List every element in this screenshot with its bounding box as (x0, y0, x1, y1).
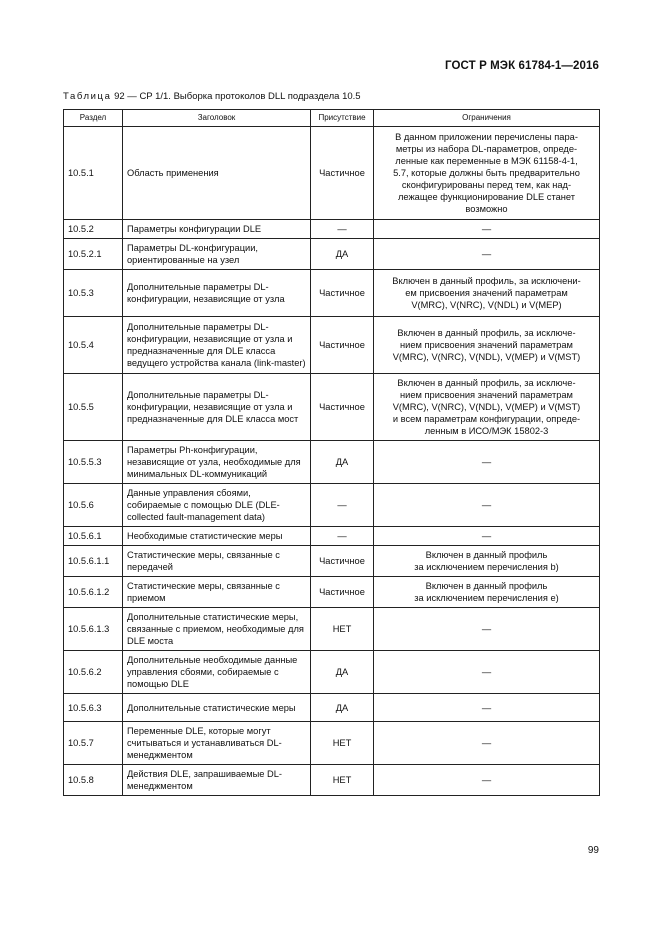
limits-line: — (481, 738, 492, 748)
presence-cell: Частичное (311, 546, 374, 577)
table-caption-text: 92 — CP 1/1. Выборка протоколов DLL подраздела 10.5 (114, 91, 361, 102)
table-row (64, 317, 600, 374)
section-cell: 10.5.6 (64, 484, 123, 527)
section-cell: 10.5.2 (64, 220, 123, 239)
limits-line: — (481, 531, 492, 541)
limits-line: — (481, 224, 492, 234)
limits-cell (374, 270, 600, 317)
section-cell: 10.5.6.3 (64, 694, 123, 722)
limits-line: — (481, 667, 492, 677)
protocol-table (63, 109, 600, 796)
table-row (64, 694, 600, 722)
limits-line: Включен в данный профиль, за исключе- (397, 378, 576, 388)
table-row (64, 651, 600, 694)
limits-line: — (481, 775, 492, 785)
limits-line: нием присвоения значений параметрам (400, 390, 573, 400)
limits-line: — (481, 457, 492, 467)
limits-line: ем присвоения значений параметрам (405, 288, 568, 298)
column-header-presence: Присутствие (311, 110, 374, 127)
table-row (64, 127, 600, 220)
presence-cell: Частичное (311, 374, 374, 441)
column-header-limits: Ограничения (374, 110, 600, 127)
limits-line: возможно (465, 204, 508, 214)
presence-cell: — (311, 527, 374, 546)
title-cell: Дополнительные параметры DL-конфигурации, независящие от узла и предназначенные для DLE класса ведущего устройства канала (link-master) (123, 317, 311, 374)
presence-cell: ДА (311, 694, 374, 722)
limits-cell (374, 220, 600, 239)
title-cell: Дополнительные необходимые данные управления сбоями, собираемые с помощью DLE (123, 651, 311, 694)
title-cell: Параметры конфигурации DLE (123, 220, 311, 239)
column-header-section: Раздел (64, 110, 123, 127)
title-cell: Переменные DLE, которые могут считываться и устанавливаться DL-менеджментом (123, 722, 311, 765)
limits-cell (374, 722, 600, 765)
title-cell: Дополнительные параметры DL-конфигурации, независящие от узла и предназначенные для DLE класса мост (123, 374, 311, 441)
limits-cell (374, 239, 600, 270)
title-cell: Действия DLE, запрашиваемые DL-менеджментом (123, 765, 311, 796)
limits-cell (374, 694, 600, 722)
table-row (64, 765, 600, 796)
section-cell: 10.5.6.1.3 (64, 608, 123, 651)
presence-cell: НЕТ (311, 722, 374, 765)
limits-line: ленным в ИСО/МЭК 15802-3 (424, 426, 549, 436)
table-row (64, 270, 600, 317)
presence-cell: Частичное (311, 270, 374, 317)
title-cell: Данные управления сбоями, собираемые с помощью DLE (DLE-collected fault-management data) (123, 484, 311, 527)
presence-cell: НЕТ (311, 765, 374, 796)
title-cell: Статистические меры, связанные с передачей (123, 546, 311, 577)
presence-cell: Частичное (311, 317, 374, 374)
limits-cell (374, 527, 600, 546)
section-cell: 10.5.5 (64, 374, 123, 441)
table-caption-word: Таблица (63, 91, 112, 102)
limits-line: сконфигурированы перед тем, как над- (401, 180, 572, 190)
table-row (64, 239, 600, 270)
title-cell: Дополнительные статистические меры (123, 694, 311, 722)
presence-cell: НЕТ (311, 608, 374, 651)
limits-cell (374, 765, 600, 796)
limits-cell (374, 484, 600, 527)
limits-line: — (481, 249, 492, 259)
section-cell: 10.5.8 (64, 765, 123, 796)
limits-line: и всем параметрам конфигурации, опреде- (392, 414, 581, 424)
limits-line: ленные как переменные в МЭК 61158-4-1, (395, 156, 578, 166)
limits-line: V(MRC), V(NRC), V(NDL), V(MEP) и V(MST) (392, 402, 581, 412)
section-cell: 10.5.3 (64, 270, 123, 317)
presence-cell: Частичное (311, 127, 374, 220)
limits-line: — (481, 702, 492, 713)
limits-cell (374, 651, 600, 694)
presence-cell: ДА (311, 651, 374, 694)
title-cell: Необходимые статистические меры (123, 527, 311, 546)
limits-line: нием присвоения значений параметрам (400, 340, 573, 350)
limits-cell (374, 608, 600, 651)
limits-cell (374, 577, 600, 608)
limits-line: Включен в данный профиль (425, 581, 548, 591)
limits-cell (374, 546, 600, 577)
table-row (64, 577, 600, 608)
presence-cell: ДА (311, 239, 374, 270)
limits-line: В данном приложении перечислены пара- (395, 132, 578, 142)
presence-cell: — (311, 220, 374, 239)
table-row (64, 608, 600, 651)
page-number: 99 (587, 845, 599, 856)
table-row (64, 374, 600, 441)
limits-line: 5.7, которые должны быть предварительно (393, 168, 580, 178)
document-title: ГОСТ Р МЭК 61784-1—2016 (445, 60, 599, 72)
title-cell: Параметры DL-конфигурации, ориентированные на узел (123, 239, 311, 270)
title-cell: Область применения (123, 127, 311, 220)
table-row (64, 527, 600, 546)
title-cell: Дополнительные параметры DL-конфигурации, независящие от узла (123, 270, 311, 317)
title-cell: Параметры Ph-конфигурации, независящие от узла, необходимые для минимальных DL-коммуникаций (123, 441, 311, 484)
table-row (64, 220, 600, 239)
limits-cell (374, 374, 600, 441)
limits-cell (374, 127, 600, 220)
section-cell: 10.5.4 (64, 317, 123, 374)
table-row (64, 484, 600, 527)
presence-cell: Частичное (311, 577, 374, 608)
section-cell: 10.5.2.1 (64, 239, 123, 270)
section-cell: 10.5.7 (64, 722, 123, 765)
limits-line: V(MRC), V(NRC), V(NDL) и V(MEP) (411, 300, 562, 310)
section-cell: 10.5.6.1 (64, 527, 123, 546)
title-cell: Статистические меры, связанные с приемом (123, 577, 311, 608)
limits-line: за исключением перечисления e) (414, 593, 559, 603)
section-cell: 10.5.5.3 (64, 441, 123, 484)
limits-line: Включен в данный профиль, за исключе- (397, 328, 576, 338)
section-cell: 10.5.6.1.2 (64, 577, 123, 608)
limits-cell (374, 441, 600, 484)
table-row (64, 546, 600, 577)
limits-line: — (481, 624, 492, 634)
limits-cell (374, 317, 600, 374)
presence-cell: — (311, 484, 374, 527)
limits-line: Включен в данный профиль, за исключени- (392, 276, 581, 286)
table-header-row (64, 110, 600, 127)
title-cell: Дополнительные статистические меры, связанные с приемом, необходимые для DLE моста (123, 608, 311, 651)
section-cell: 10.5.6.2 (64, 651, 123, 694)
limits-line: за исключением перечисления b) (414, 562, 559, 572)
limits-line: V(MRC), V(NRC), V(NDL), V(MEP) и V(MST) (392, 352, 581, 362)
limits-line: — (481, 500, 492, 510)
limits-line: лежащее функционирование DLE станет (397, 192, 576, 202)
section-cell: 10.5.6.1.1 (64, 546, 123, 577)
limits-line: Включен в данный профиль (425, 550, 548, 560)
limits-line: метры из набора DL-параметров, опреде- (395, 144, 578, 154)
table-row (64, 722, 600, 765)
table-caption (63, 91, 361, 102)
section-cell: 10.5.1 (64, 127, 123, 220)
table-body (64, 127, 600, 796)
presence-cell: ДА (311, 441, 374, 484)
table-row (64, 441, 600, 484)
column-header-title: Заголовок (123, 110, 311, 127)
